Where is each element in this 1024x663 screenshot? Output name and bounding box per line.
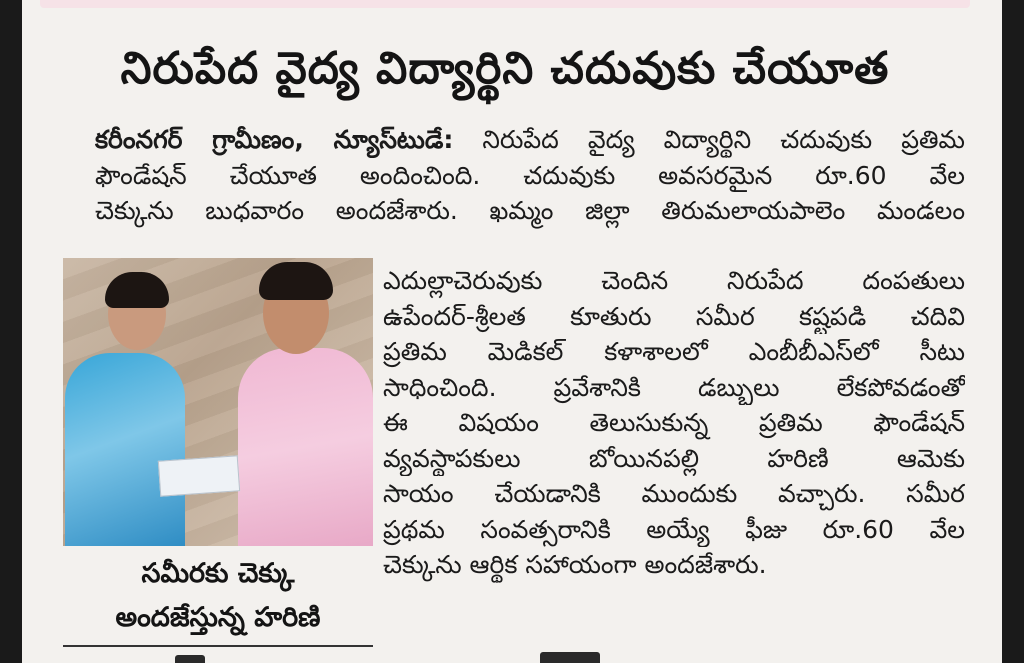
dateline: కరీంనగర్ గ్రామీణం, న్యూస్‌టుడే:	[95, 125, 454, 154]
cropped-text-fragment	[175, 655, 205, 663]
photo-person-right	[238, 348, 373, 546]
article-photo	[63, 258, 373, 546]
photo-caption	[63, 552, 373, 642]
article-body-right	[383, 263, 965, 583]
cheque	[158, 455, 240, 496]
body-line: సాధించింది. ప్రవేశానికి డబ్బులు లేకపోవడంతో	[383, 372, 965, 402]
body-line: ప్రథమ సంవత్సరానికి అయ్యే ఫీజు రూ.60 వేల	[383, 514, 965, 544]
article-body-top	[95, 122, 965, 229]
body-line-2: ఫౌండేషన్ చేయూత అందించింది. చదువుకు అవసరమైన రూ.60 వేల	[95, 160, 965, 190]
photo-person-left	[65, 353, 185, 546]
body-line: ఉపేందర్-శ్రీలత కూతురు సమీర కష్టపడి చదివి	[383, 301, 965, 331]
top-color-strip	[40, 0, 970, 8]
body-line-3: చెక్కును బుధవారం అందజేశారు. ఖమ్మం జిల్లా తిరుమలాయపాలెం మండలం	[95, 196, 965, 225]
body-line: చెక్కును ఆర్థిక సహాయంగా అందజేశారు.	[383, 550, 767, 579]
cropped-text-fragment	[540, 652, 600, 663]
body-line: వ్యవస్థాపకులు బోయినపల్లి హరిణి ఆమెకు	[383, 443, 965, 473]
caption-divider	[63, 645, 373, 647]
body-line: సాయం చేయడానికి ముందుకు వచ్చారు. సమీర	[383, 479, 965, 508]
caption-line-2: అందజేస్తున్న హరిణి	[115, 602, 321, 633]
article-headline: నిరుపేద వైద్య విద్యార్థిని చదువుకు చేయూత	[120, 43, 890, 94]
body-line-1: కరీంనగర్ గ్రామీణం, న్యూస్‌టుడే: నిరుపేద వైద్య విద్యార్థిని చదువుకు ప్రతిమ	[95, 125, 965, 154]
caption-line-1: సమీరకు చెక్కు	[141, 558, 295, 589]
body-line: ఎదుల్లాచెరువుకు చెందిన నిరుపేద దంపతులు	[383, 266, 965, 295]
body-line: ప్రతిమ మెడికల్ కళాశాలలో ఎంబీబీఎస్‌లో సీటు	[383, 337, 965, 366]
body-line: ఈ విషయం తెలుసుకున్న ప్రతిమ ఫౌండేషన్	[383, 408, 965, 437]
